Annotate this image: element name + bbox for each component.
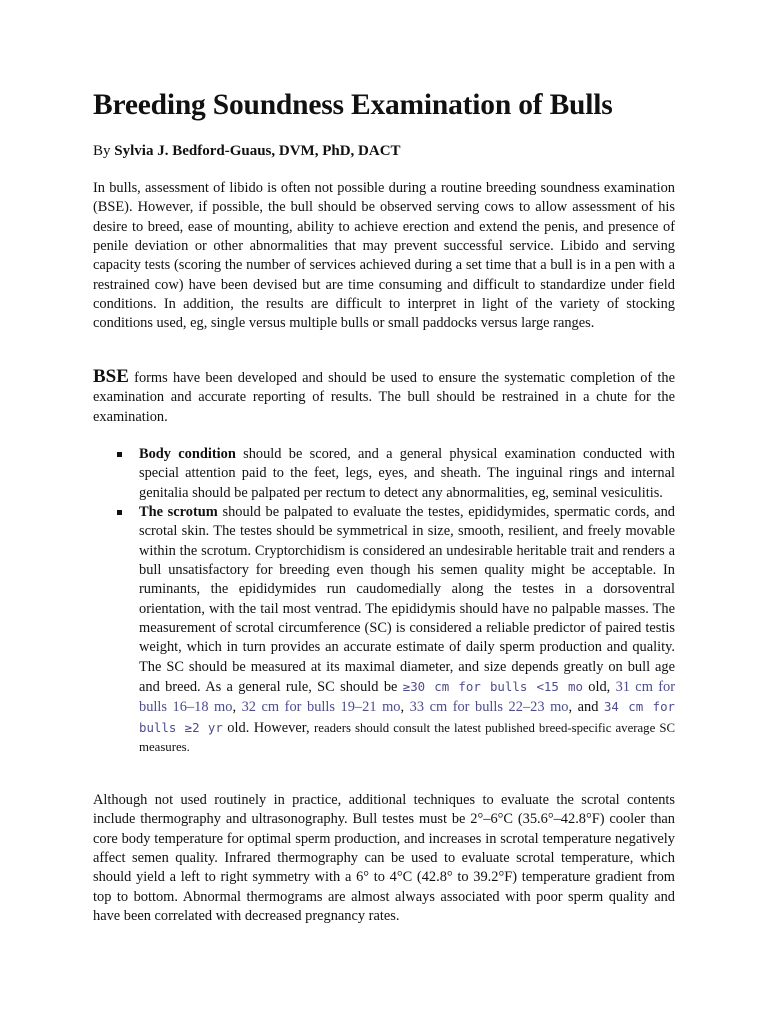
bullet-text: old. However, bbox=[222, 719, 315, 736]
sc-value-2yr: 34 cm for bulls ≥2 yr bbox=[139, 699, 676, 735]
byline bbox=[93, 141, 401, 161]
author-name: Sylvia J. Bedford-Guaus, DVM, PhD, DACT bbox=[114, 143, 401, 159]
bullet-text: should be scored, and a general physical examination conducted with special attention paid to the feet, legs, eyes, and sheath. The inguinal rings and internal genitalia should be palpated per rectum to detect any abnormalities, eg, seminal vesiculitis. bbox=[139, 446, 675, 501]
sc-value-under-15mo: ≥30 cm for bulls <15 mo bbox=[402, 679, 583, 695]
list-item-scrotum bbox=[139, 503, 675, 757]
sc-value-19-21mo: 32 cm for bulls 19–21 mo bbox=[241, 699, 401, 716]
paragraph-libido: In bulls, assessment of libido is often not possible during a routine breeding soundness examination (BSE). However, if possible, the bull should be observed serving cows to allow assessment of his desire to breed, ease of mounting, ability to achieve erection and extend the penis, and presence of penile deviation or other abnormalities that may prevent successful service. Libido and serving capacity tests (scoring the number of services achieved during a set time that a bull is in a pen with a restrained cow) have been devised but are time consuming and difficult to standardize under field conditions. In addition, the results are difficult to interpret in light of the variety of stocking conditions used, eg, single versus multiple bulls or small paddocks versus large ranges. bbox=[93, 180, 675, 332]
bullet-tail-note: readers should consult the latest published breed-specific average SC measures. bbox=[139, 720, 675, 755]
document-title: Breeding Soundness Examination of Bulls bbox=[93, 89, 613, 121]
list-item-body-condition bbox=[139, 445, 675, 503]
sc-value-22-23mo: 33 cm for bulls 22–23 mo bbox=[409, 699, 569, 716]
paragraph-lead-bse: BSE bbox=[93, 366, 129, 387]
bullet-text: , and bbox=[568, 699, 604, 716]
bullet-lead: Body condition bbox=[139, 446, 236, 462]
byline-prefix: By bbox=[93, 143, 115, 159]
bullet-square-icon bbox=[117, 510, 122, 515]
paragraph-thermography: Although not used routinely in practice, additional techniques to evaluate the scrotal contents include thermography and ultrasonography. Bull testes must be 2°–6°C (35.6°–42.8°F) cooler than core body temperature for optimal sperm production, and increases in scrotal temperature negatively affect semen quality. Infrared thermography can be used to evaluate scrotal temperature, which should yield a left to right symmetry with a 6° to 4°C (42.8° to 39.2°F) temperature gradient from top to bottom. Abnormal thermograms are almost always associated with poor sperm quality and have been correlated with decreased pregnancy rates. bbox=[93, 792, 675, 925]
exam-bullet-list bbox=[139, 445, 675, 758]
paragraph-bse-forms bbox=[93, 367, 675, 427]
bullet-text: , bbox=[232, 699, 242, 716]
bullet-text: should be palpated to evaluate the testes, epididymides, spermatic cords, and scrotal skin. The testes should be symmetrical in size, smooth, resilient, and freely movable within the scrotum. Cryptorchidism is considered an undesirable heritable trait and renders a bull unsatisfactory for breeding even though his semen quality might be acceptable. In ruminants, the epididymides run caudomedially along the testes in a dorsoventral orientation, with the tail most ventrad. The epididymis should have no palpable masses. The measurement of scrotal circumference (SC) is considered a reliable predictor of paired testis weight, which in turn provides an accurate estimate of daily sperm production and quality. The SC should be measured at its maximal diameter, and size depends greatly on bull age and breed. As a general rule, SC should be bbox=[139, 504, 675, 696]
bullet-text: , bbox=[400, 699, 410, 716]
paragraph-bse-text: forms have been developed and should be used to ensure the systematic completion of the examination and accurate reporting of results. The bull should be restrained in a chute for the examination. bbox=[93, 370, 675, 425]
bullet-lead: The scrotum bbox=[139, 504, 218, 521]
sc-value-16-18mo: 31 cm for bulls 16–18 mo bbox=[139, 679, 675, 716]
bullet-text: old, bbox=[582, 679, 616, 696]
bullet-square-icon bbox=[117, 452, 122, 457]
